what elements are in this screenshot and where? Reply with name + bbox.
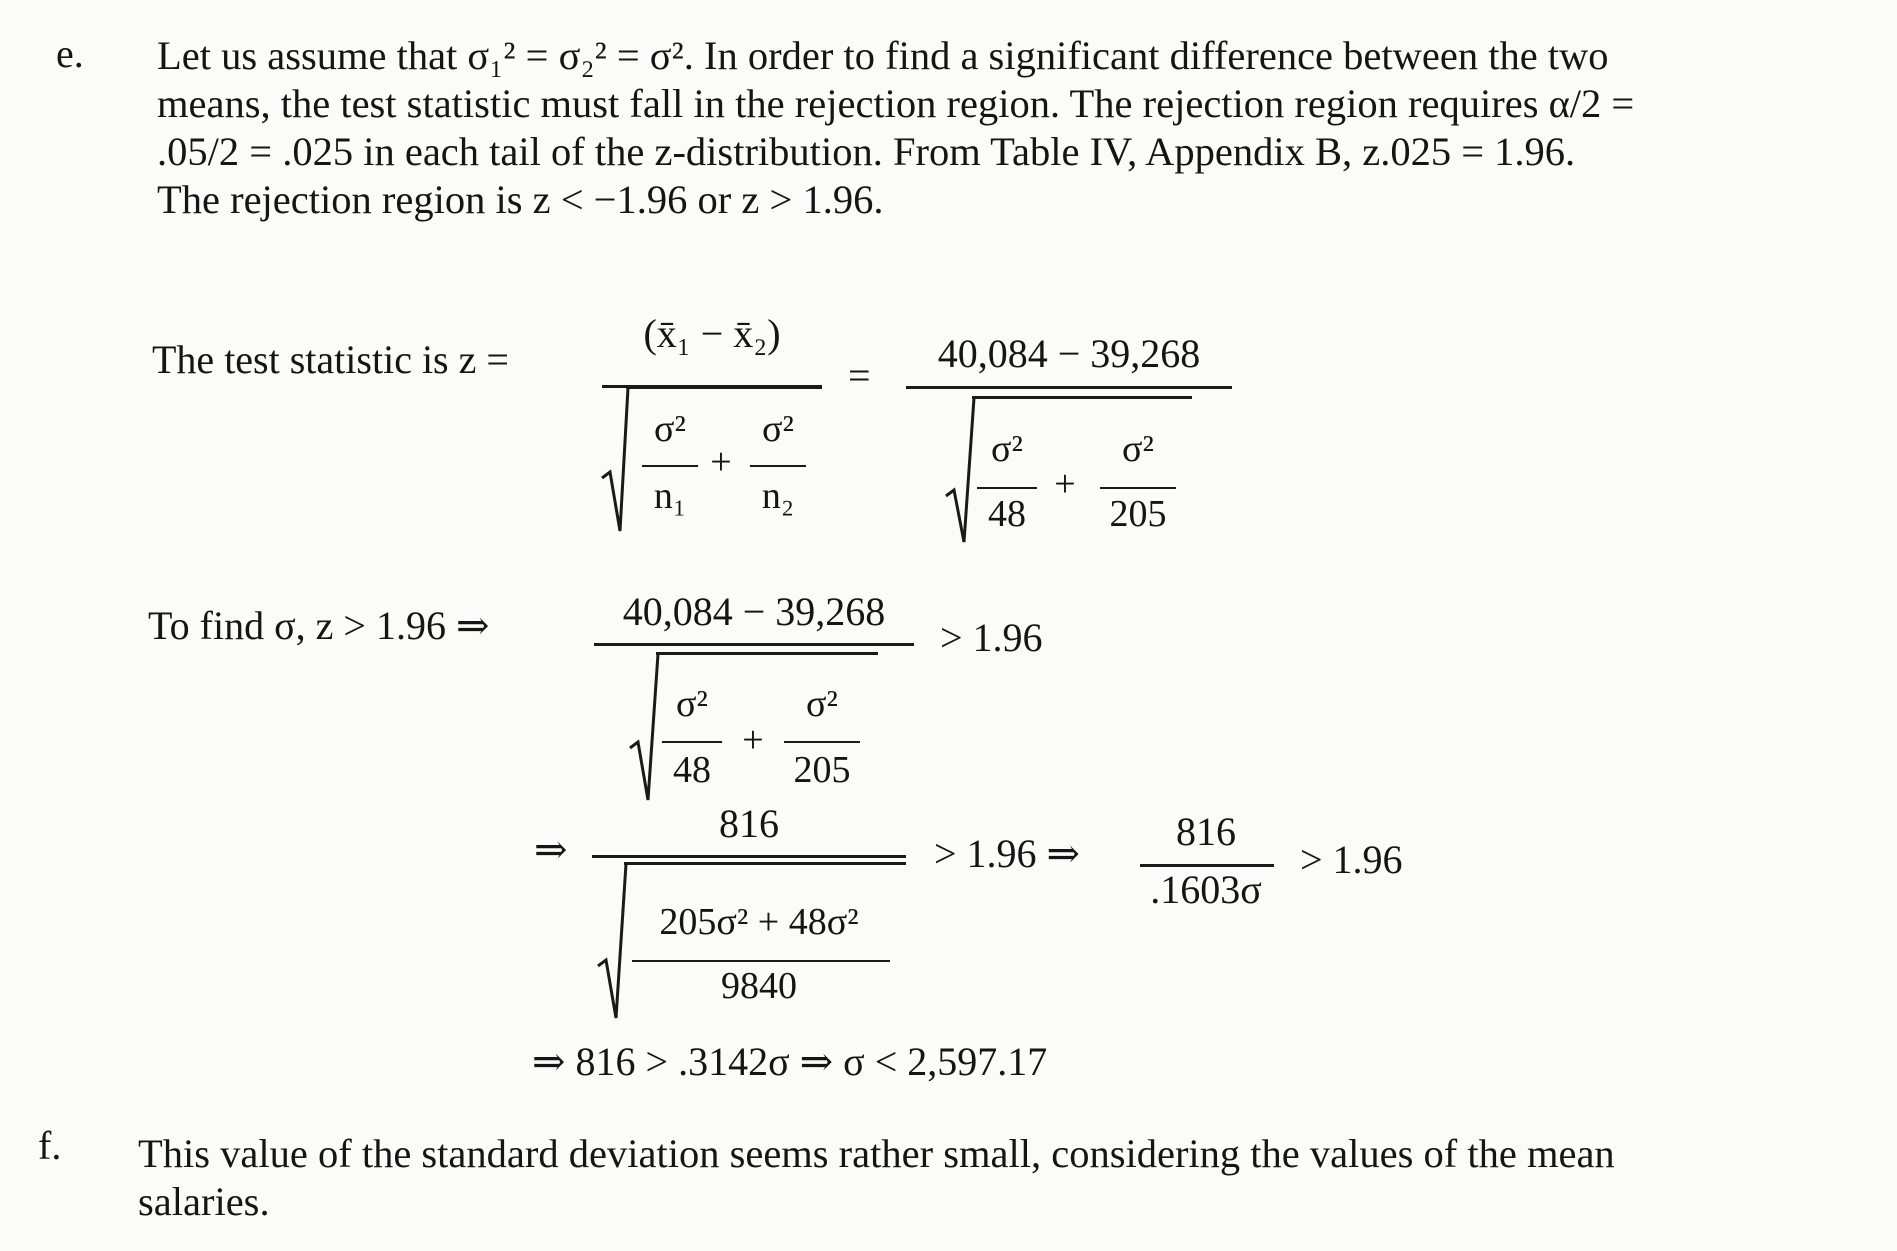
- part-e-line-2: means, the test statistic must fall in the rejection region. The rejection region requires α/2 =: [157, 81, 1635, 126]
- step1-den-right-numerator: σ²: [806, 683, 838, 725]
- radical1-vinculum: [626, 386, 822, 389]
- den2-left-numerator: σ²: [991, 428, 1023, 470]
- step1-den-left-denominator: 48: [673, 749, 711, 791]
- part-e-line-1: Let us assume that σ₁² = σ₂² = σ². In order to find a significant difference between the two: [157, 33, 1609, 78]
- step2-bar: [592, 855, 906, 858]
- step2-numerator: 816: [719, 801, 779, 846]
- equals-sign: =: [848, 353, 871, 398]
- den2-right-denominator: 205: [1109, 493, 1167, 535]
- radical2-icon: [944, 396, 976, 546]
- den2-left-bar: [977, 487, 1037, 489]
- step1-den-right-bar: [784, 741, 860, 743]
- final-result: ⇒ 816 > .3142σ ⇒ σ < 2,597.17: [532, 1039, 1048, 1084]
- step2-greater-than: > 1.96 ⇒: [934, 831, 1081, 876]
- step3-greater-than: > 1.96: [1300, 837, 1403, 882]
- fraction1-numerator: (x̄₁ − x̄₂): [643, 311, 781, 356]
- den1-left-bar: [642, 465, 698, 467]
- step1-den-left-numerator: σ²: [676, 683, 708, 725]
- den2-left-denominator: 48: [988, 493, 1026, 535]
- step3-numerator: 816: [1176, 809, 1236, 854]
- part-f-label: f.: [38, 1123, 62, 1168]
- radical4-icon: [596, 862, 628, 1022]
- den2-plus: +: [1054, 463, 1076, 505]
- step1-bar: [594, 643, 914, 646]
- step2-inner-numerator: 205σ² + 48σ²: [659, 901, 859, 943]
- den1-plus: +: [710, 441, 732, 483]
- radical4-vinculum: [624, 862, 906, 865]
- step3-denominator: .1603σ: [1150, 867, 1262, 912]
- step1-plus: +: [742, 719, 764, 761]
- part-e-label: e.: [56, 31, 84, 76]
- step1-den-left-bar: [662, 741, 722, 743]
- step2-arrow: ⇒: [534, 827, 568, 872]
- fraction2-numerator: 40,084 − 39,268: [937, 331, 1201, 376]
- den1-right-numerator: σ²: [762, 408, 794, 450]
- den1-right-denominator: n₂: [761, 475, 795, 517]
- part-e-line-4: The rejection region is z < −1.96 or z > 1.96.: [157, 177, 884, 222]
- test-statistic-lead: The test statistic is z =: [152, 337, 509, 382]
- part-f-paragraph: [138, 1130, 1858, 1226]
- step1-den-right-denominator: 205: [793, 749, 851, 791]
- step1-greater-than: > 1.96: [940, 615, 1043, 660]
- find-sigma-lead: To find σ, z > 1.96 ⇒: [148, 603, 490, 648]
- radical3-icon: [628, 652, 660, 802]
- part-f-line-2: salaries.: [138, 1179, 270, 1224]
- fraction2-bar: [906, 386, 1232, 389]
- step2-inner-denominator: 9840: [721, 965, 797, 1007]
- part-f-line-1: This value of the standard deviation seems rather small, considering the values of the mean: [138, 1131, 1615, 1176]
- den2-right-numerator: σ²: [1122, 428, 1154, 470]
- part-e-line-3: .05/2 = .025 in each tail of the z-distribution. From Table IV, Appendix B, z.025 = 1.96.: [157, 129, 1576, 174]
- part-e-paragraph: [157, 32, 1877, 224]
- den1-left-denominator: n₁: [653, 475, 687, 517]
- den1-left-numerator: σ²: [654, 408, 686, 450]
- radical2-vinculum: [972, 396, 1192, 399]
- den2-right-bar: [1100, 487, 1176, 489]
- radical3-vinculum: [656, 652, 878, 655]
- den1-right-bar: [750, 465, 806, 467]
- radical1-icon: [600, 386, 630, 536]
- step1-numerator: 40,084 − 39,268: [622, 589, 886, 634]
